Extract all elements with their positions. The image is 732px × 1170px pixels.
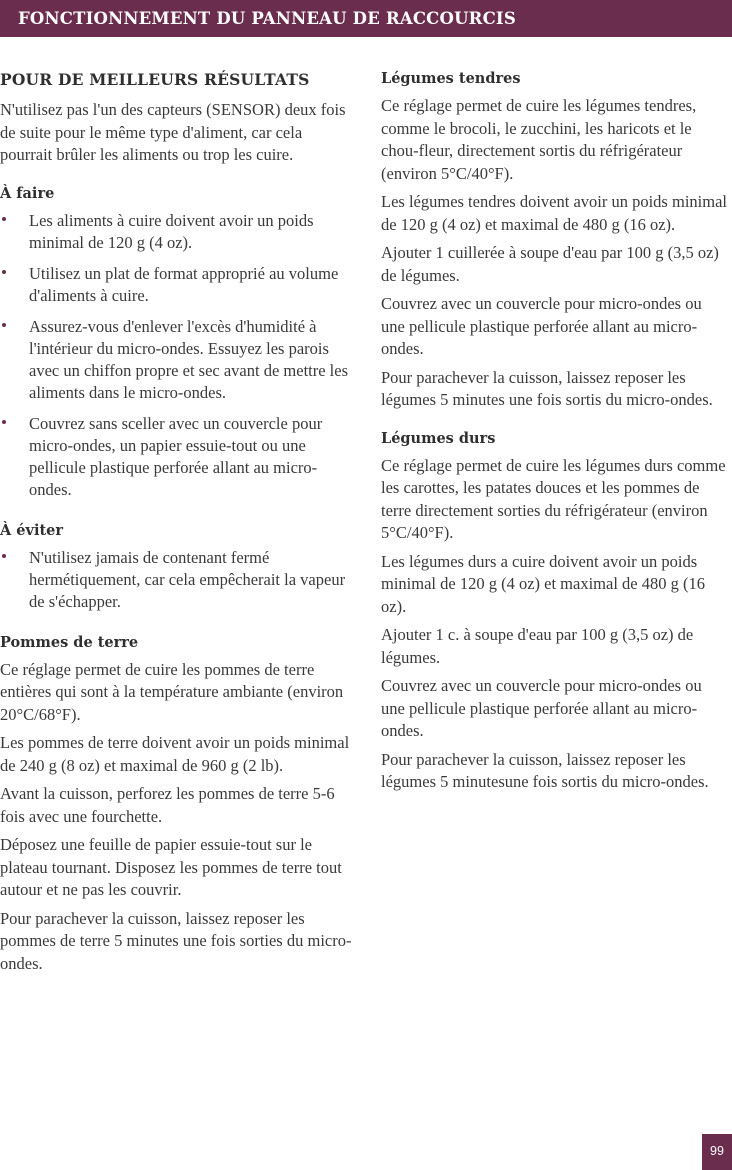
avoid-list-item: N'utilisez jamais de contenant fermé hermétiquement, car cela empêcherait la vapeur de s'échapper. (0, 547, 352, 613)
tender-vegetables-heading: Légumes tendres (381, 70, 521, 87)
page-number: 99 (710, 1144, 724, 1158)
left-column (0, 70, 352, 981)
potatoes-paragraph: Pour parachever la cuisson, laissez reposer les pommes de terre 5 minutes une fois sorties du micro-ondes. (0, 908, 352, 973)
potatoes-paragraph: Avant la cuisson, perforez les pommes de terre 5-6 fois avec une fourchette. (0, 784, 335, 826)
hard-vegetables-paragraph: Les légumes durs a cuire doivent avoir un poids minimal de 120 g (4 oz) et maximal de 480 g (16 oz). (381, 551, 705, 616)
hard-vegetables-paragraph: Ce réglage permet de cuire les légumes durs comme les carottes, les patates douces et les pommes de terre directement sorties du réfrigérateur (environ 5°C/40°F). (381, 455, 726, 542)
potatoes-paragraph: Ce réglage permet de cuire les pommes de terre entières qui sont à la température ambiante (environ 20°C/68°F). (0, 659, 344, 724)
bullet-icon (2, 554, 6, 558)
tender-vegetables-paragraph: Pour parachever la cuisson, laissez reposer les légumes 5 minutes une fois sortis du micro-ondes. (381, 367, 713, 409)
tender-vegetables-paragraph: Ajouter 1 cuillerée à soupe d'eau par 100 g (3,5 oz) de légumes. (381, 243, 719, 285)
do-list-item: Utilisez un plat de format approprié au volume d'aliments à cuire. (0, 263, 352, 307)
bullet-icon (2, 420, 6, 424)
tender-vegetables-paragraph: Ce réglage permet de cuire les légumes tendres, comme le brocoli, le zucchini, les haricots et le chou-fleur, directement sortis du réfrigérateur (environ 5°C/40°F). (381, 96, 697, 183)
potatoes-paragraph: Déposez une feuille de papier essuie-tout sur le plateau tournant. Disposez les pommes de terre tout autour et ne pas les couvrir. (0, 835, 342, 899)
hard-vegetables-paragraph: Pour parachever la cuisson, laissez reposer les légumes 5 minutesune fois sortis du micro-ondes. (381, 749, 709, 791)
do-list-item: Les aliments à cuire doivent avoir un poids minimal de 120 g (4 oz). (0, 210, 352, 254)
do-list-item: Couvrez sans sceller avec un couvercle pour micro-ondes, un papier essuie-tout ou une pellicule plastique perforée allant au micro-ondes. (0, 413, 352, 501)
bullet-icon (2, 217, 6, 221)
do-heading: À faire (0, 184, 55, 202)
hard-vegetables-paragraph: Couvrez avec un couvercle pour micro-ondes ou une pellicule plastique perforée allant au micro-ondes. (381, 676, 702, 740)
right-column (381, 70, 727, 800)
potatoes-paragraph: Les pommes de terre doivent avoir un poids minimal de 240 g (8 oz) et maximal de 960 g (2 lb). (0, 733, 350, 775)
bullet-icon (2, 270, 6, 274)
avoid-heading: À éviter (0, 521, 64, 539)
do-list-item: Assurez-vous d'enlever l'excès d'humidité à l'intérieur du micro-ondes. Essuyez les parois avec un chiffon propre et sec avant de mettre les aliments dans le micro-ondes. (0, 316, 352, 404)
best-results-intro: N'utilisez pas l'un des capteurs (SENSOR) deux fois de suite pour le même type d'aliment, car cela pourrait brûler les aliments ou trop les cuire. (0, 100, 346, 164)
potatoes-heading: Pommes de terre (0, 633, 139, 651)
do-list (0, 210, 352, 501)
section-title: FONCTIONNEMENT DU PANNEAU DE RACCOURCIS (18, 9, 516, 28)
page-number-badge (702, 1134, 732, 1170)
avoid-list (0, 547, 352, 613)
best-results-heading: POUR DE MEILLEURS RÉSULTATS (0, 70, 310, 89)
hard-vegetables-paragraph: Ajouter 1 c. à soupe d'eau par 100 g (3,5 oz) de légumes. (381, 625, 694, 667)
tender-vegetables-paragraph: Couvrez avec un couvercle pour micro-ondes ou une pellicule plastique perforée allant au micro-ondes. (381, 294, 702, 358)
tender-vegetables-paragraph: Les légumes tendres doivent avoir un poids minimal de 120 g (4 oz) et maximal de 480 g (16 oz). (381, 192, 727, 234)
header-bar (0, 0, 732, 37)
bullet-icon (2, 323, 6, 327)
hard-vegetables-heading: Légumes durs (381, 429, 496, 447)
